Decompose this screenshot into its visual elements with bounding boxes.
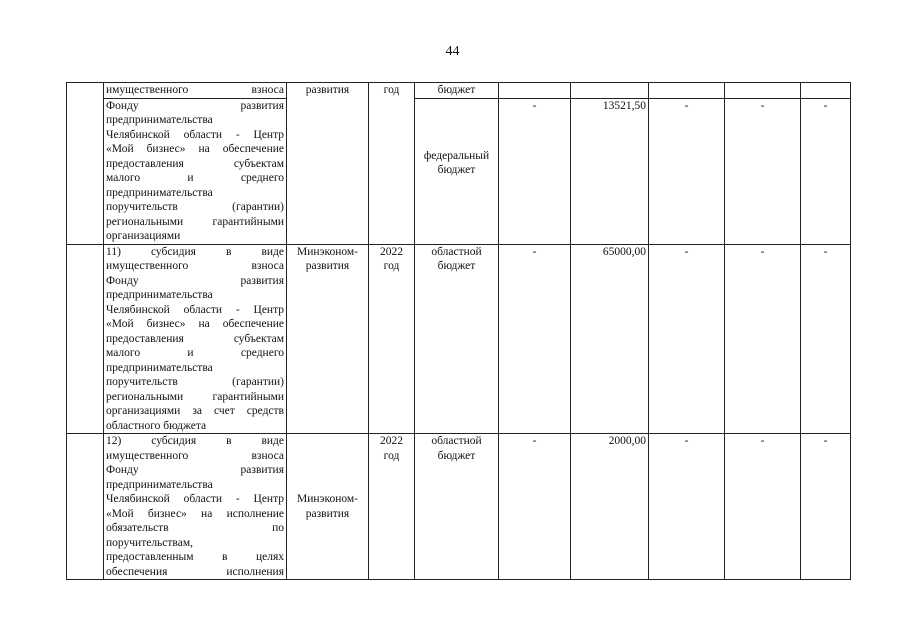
index-cell [67, 244, 104, 434]
description-line: Челябинской области - Центр [106, 128, 284, 141]
value-cell: - [725, 98, 801, 244]
executor-cell: Минэконом-развития [287, 434, 369, 580]
source-cell: областной бюджет [415, 434, 499, 580]
description-line: Фонду развития [106, 464, 284, 476]
year-cell: 2022 год [369, 434, 415, 580]
description-line: предпринимательства [106, 186, 213, 199]
document-table [66, 82, 851, 580]
table-row [67, 244, 851, 434]
page-number: 44 [445, 44, 460, 59]
description-line: «Мой бизнес» на обеспечение [106, 143, 284, 155]
year-cell: 2022 год [369, 244, 415, 434]
description-line: обеспечения исполнения [106, 565, 284, 578]
description-line: имущественного взноса [106, 449, 284, 462]
description-line: обязательств по [106, 522, 284, 534]
value-cell [649, 83, 725, 99]
description-line: предпринимательства [106, 114, 213, 126]
description-cell [104, 98, 287, 244]
value-cell [499, 83, 571, 99]
value-cell: - [801, 244, 851, 434]
description-line: «Мой бизнес» на обеспечение [106, 318, 284, 330]
value-cell: - [801, 98, 851, 244]
value-cell: - [499, 434, 571, 580]
source-cell: бюджет [415, 83, 499, 99]
description-line: поручительств (гарантии) [106, 376, 284, 388]
description-line: поручительств (гарантии) [106, 201, 284, 213]
description-line: предоставленным в целях [106, 551, 284, 563]
value-cell: 65000,00 [571, 244, 649, 434]
executor-cell: Минэконом-развития [287, 244, 369, 434]
description-line: предпринимательства [106, 478, 213, 491]
description-cell [104, 83, 287, 99]
description-line: организациями за счет средств [106, 405, 284, 417]
description-line: малого и среднего [106, 172, 284, 184]
description-line: Челябинской области - Центр [106, 303, 284, 316]
source-cell: федеральный бюджет [415, 98, 499, 244]
year-cell: год [369, 83, 415, 245]
description-line: 11) субсидия в виде [106, 245, 284, 258]
description-line: организациями [106, 230, 181, 242]
description-line: предоставления субъектам [106, 157, 284, 170]
description-line: 12) субсидия в виде [106, 435, 284, 447]
description-line: Фонду развития [106, 99, 284, 112]
value-cell: - [801, 434, 851, 580]
description-cell [104, 434, 287, 580]
index-cell [67, 434, 104, 580]
description-line: имущественного взноса [106, 84, 284, 96]
description-cell [104, 244, 287, 434]
value-cell: - [725, 434, 801, 580]
value-cell: - [649, 98, 725, 244]
value-cell: - [649, 434, 725, 580]
description-line: «Мой бизнес» на исполнение [106, 507, 284, 520]
index-cell [67, 83, 104, 245]
description-line: предоставления субъектам [106, 332, 284, 345]
description-line: предпринимательства [106, 361, 213, 374]
value-cell: 2000,00 [571, 434, 649, 580]
description-line: Челябинской области - Центр [106, 493, 284, 505]
description-line: региональными гарантийными [106, 215, 284, 228]
source-cell: областной бюджет [415, 244, 499, 434]
value-cell [571, 83, 649, 99]
value-cell: - [725, 244, 801, 434]
description-line: предпринимательства [106, 289, 213, 301]
value-cell: - [499, 98, 571, 244]
table-row [67, 434, 851, 580]
value-cell [725, 83, 801, 99]
description-line: поручительствам, [106, 536, 193, 549]
description-line: областного бюджета [106, 419, 207, 432]
value-cell: - [499, 244, 571, 434]
description-line: Фонду развития [106, 274, 284, 287]
value-cell: 13521,50 [571, 98, 649, 244]
description-line: региональными гарантийными [106, 390, 284, 403]
description-line: имущественного взноса [106, 260, 284, 272]
table-row [67, 98, 851, 244]
value-cell: - [649, 244, 725, 434]
executor-cell: развития [287, 83, 369, 245]
table-row [67, 83, 851, 99]
value-cell [801, 83, 851, 99]
description-line: малого и среднего [106, 347, 284, 359]
